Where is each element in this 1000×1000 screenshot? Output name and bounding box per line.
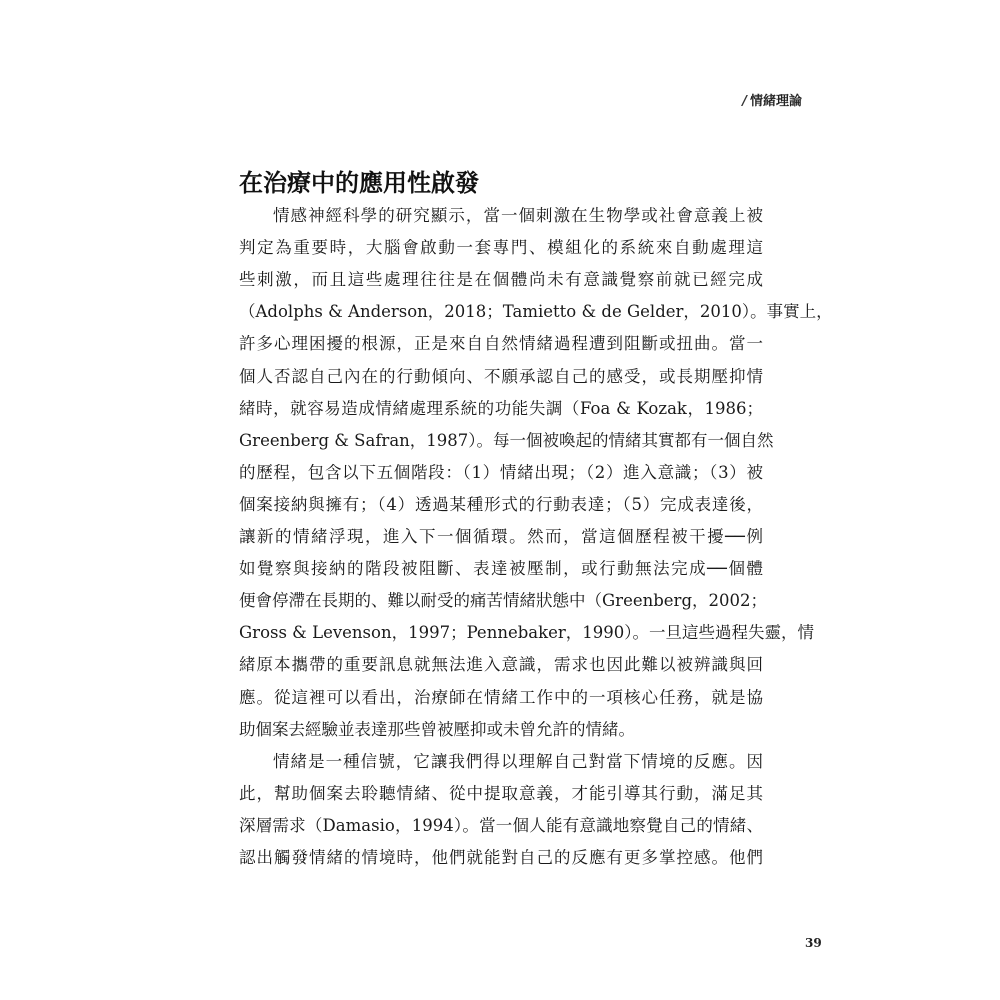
text-line: 認出觸發情緒的情境時，他們就能對自己的反應有更多掌控感。他們: [239, 848, 763, 867]
section-heading: 在治療中的應用性啟發: [239, 169, 479, 197]
text-line: 讓新的情緒浮現，進入下一個循環。然而，當這個歷程被干擾──例: [239, 527, 763, 546]
text-line: 個人否認自己內在的行動傾向、不願承認自己的感受，或長期壓抑情: [239, 366, 763, 386]
text-line: 便會停滯在長期的、難以耐受的痛苦情緒狀態中（Greenberg，2002；: [239, 591, 767, 611]
text-line: Greenberg & Safran，1987）。每一個被喚起的情緒其實都有一個自然: [239, 430, 774, 450]
text-line: 情緒是一種信號，它讓我們得以理解自己對當下情境的反應。因: [273, 751, 763, 771]
text-line: 許多心理困擾的根源，正是來自自然情緒過程遭到阻斷或扭曲。當一: [239, 334, 763, 354]
running-header: [742, 90, 802, 109]
text-line: 如覺察與接納的階段被阻斷、表達被壓制，或行動無法完成──個體: [239, 559, 763, 579]
text-line: （Adolphs & Anderson，2018；Tamietto & de Gelder，2010）。事實上，: [239, 302, 833, 322]
text-line: 此，幫助個案去聆聽情緒、從中提取意義，才能引導其行動，滿足其: [239, 783, 763, 803]
text-line: 緒時，就容易造成情緒處理系統的功能失調（Foa & Kozak，1986；: [239, 398, 763, 418]
text-line: 判定為重要時，大腦會啟動一套專門、模組化的系統來自動處理這: [239, 238, 763, 258]
text-line: 些刺激，而且這些處理往往是在個體尚未有意識覺察前就已經完成: [239, 270, 763, 290]
text-line: 情感神經科學的研究顯示，當一個刺激在生物學或社會意義上被: [273, 206, 763, 225]
page-number: 39: [805, 936, 822, 950]
text-line: 深層需求（Damasio，1994）。當一個人能有意識地察覺自己的情緒、: [239, 815, 763, 835]
text-line: 助個案去經驗並表達那些曾被壓抑或未曾允許的情緒。: [239, 719, 635, 739]
text-line: 應。從這裡可以看出，治療師在情緒工作中的一項核心任務，就是協: [239, 687, 763, 707]
text-line: 的歷程，包含以下五個階段：（1）情緒出現；（2）進入意識；（3）被: [239, 462, 763, 482]
running-header-title: 情緒理論: [749, 94, 802, 109]
text-line: Gross & Levenson，1997；Pennebaker，1990）。一旦這些過程失靈，情: [239, 623, 815, 643]
text-line: 緒原本攜帶的重要訊息就無法進入意識，需求也因此難以被辨識與回: [239, 655, 763, 675]
running-header-slash: /: [742, 94, 747, 109]
text-line: 個案接納與擁有；（4）透過某種形式的行動表達；（5）完成表達後，: [239, 494, 763, 514]
